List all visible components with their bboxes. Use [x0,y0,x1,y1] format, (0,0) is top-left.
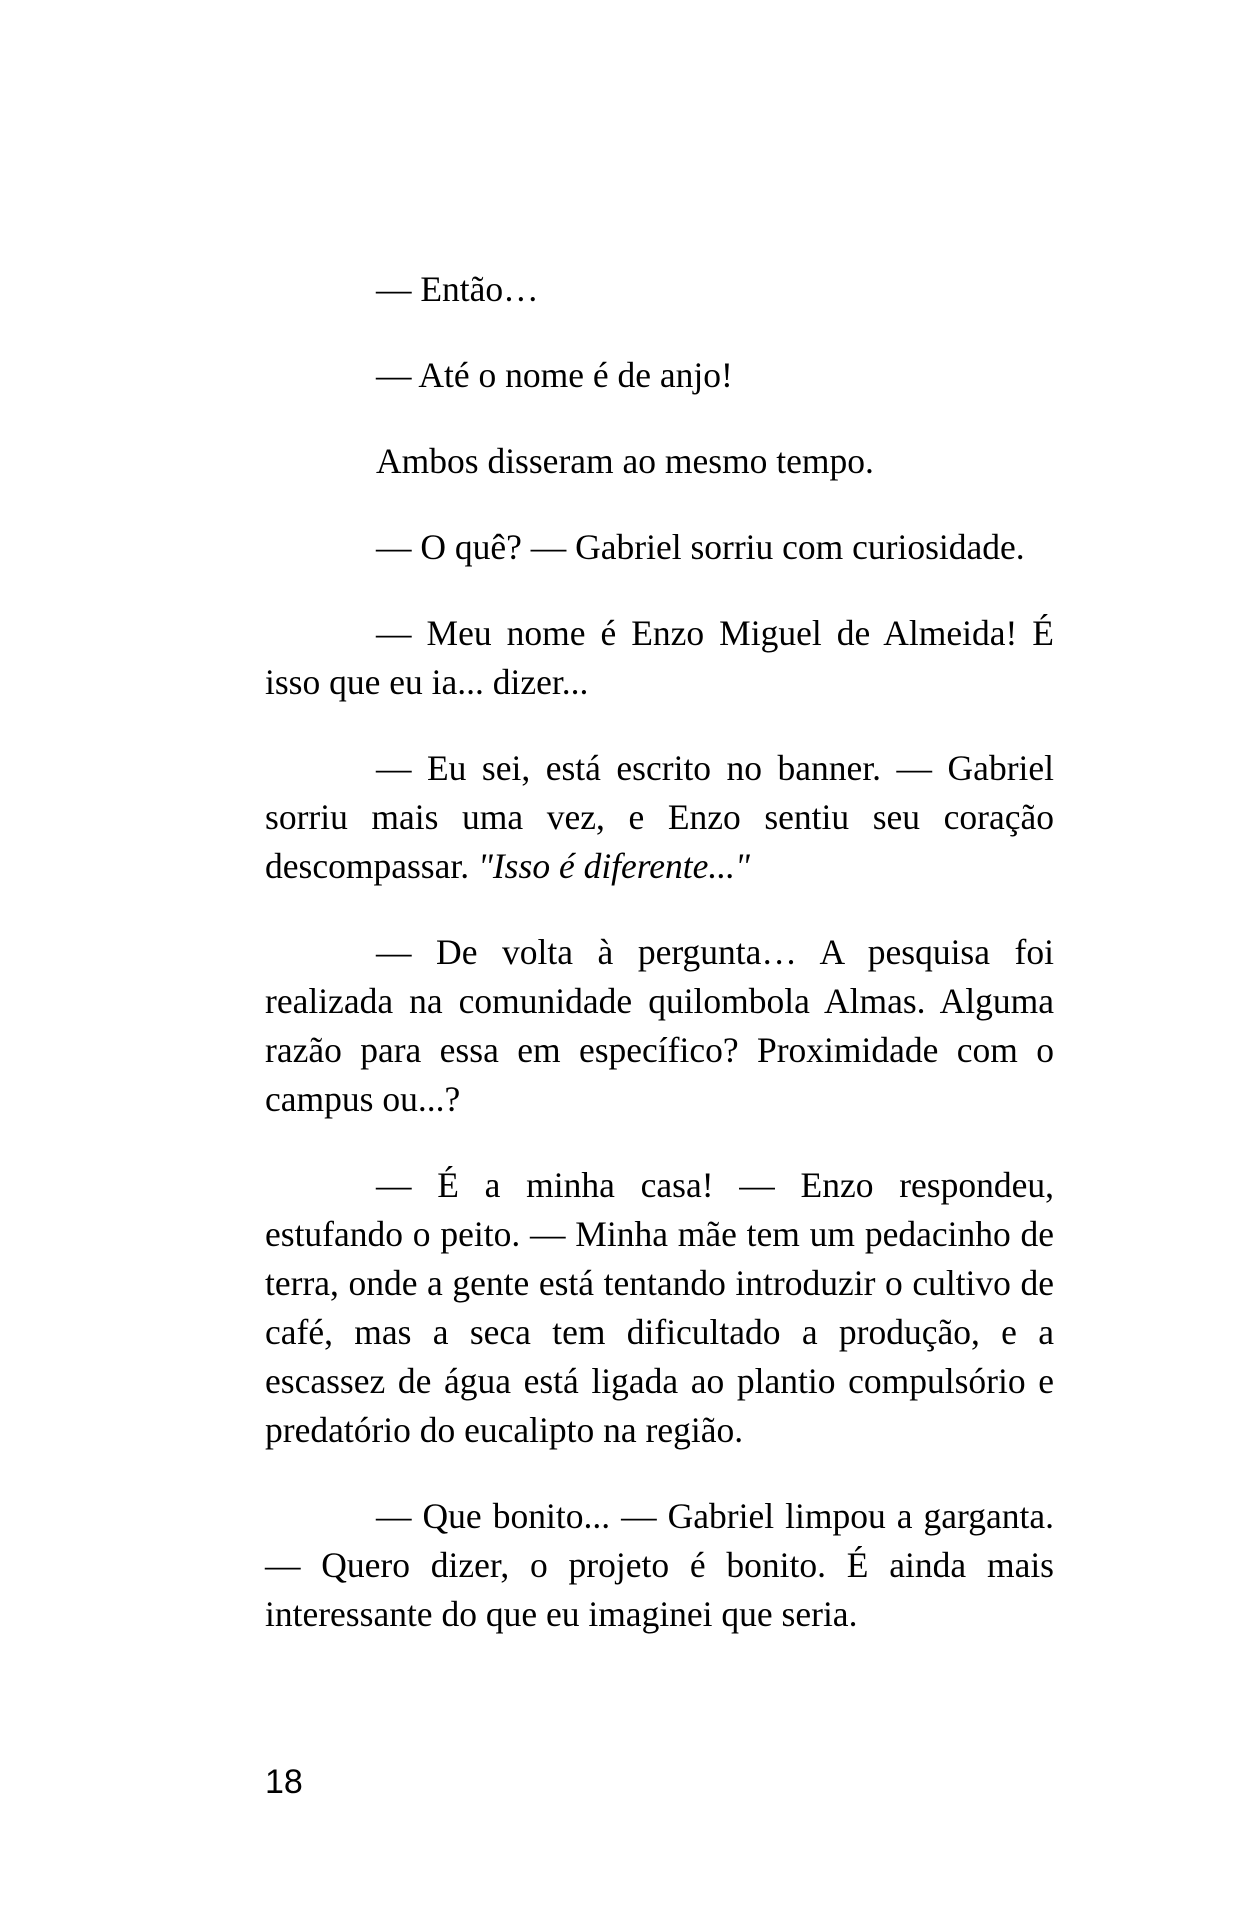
paragraph-3 [265,437,1054,486]
paragraph-text: — De volta à pergunta… A pesquisa foi realizada na comunidade quilombola Almas. Alguma razão para essa em específico? Proximidade com o campus ou...? [265,932,1054,1119]
paragraph-text: — Até o nome é de anjo! [376,355,733,395]
italic-thought: "Isso é diferente..." [477,846,750,886]
body-text [265,265,1054,1676]
paragraph-1 [265,265,1054,314]
paragraph-4 [265,523,1054,572]
paragraph-text: Ambos disseram ao mesmo tempo. [376,441,874,481]
paragraph-text: — Meu nome é Enzo Miguel de Almeida! É isso que eu ia... dizer... [265,613,1054,702]
page-number: 18 [265,1763,303,1801]
paragraph-7 [265,928,1054,1124]
paragraph-text: — Eu sei, está escrito no banner. — Gabriel sorriu mais uma vez, e Enzo sentiu seu coração descompassar. [265,748,1054,886]
paragraph-text: — É a minha casa! — Enzo respondeu, estufando o peito. — Minha mãe tem um pedacinho de terra, onde a gente está tentando introduzir o cultivo de café, mas a seca tem dificultado a produção, e a escassez de água está ligada ao plantio compulsório e predatório do eucalipto na região. [265,1165,1054,1450]
paragraph-2 [265,351,1054,400]
paragraph-6 [265,744,1054,891]
paragraph-text: — Que bonito... — Gabriel limpou a garganta. — Quero dizer, o projeto é bonito. É ainda mais interessante do que eu imaginei que seria. [265,1496,1054,1634]
paragraph-8 [265,1161,1054,1455]
paragraph-text: — Então… [376,269,539,309]
paragraph-5 [265,609,1054,707]
paragraph-text: — O quê? — Gabriel sorriu com curiosidade. [376,527,1025,567]
paragraph-9 [265,1492,1054,1639]
